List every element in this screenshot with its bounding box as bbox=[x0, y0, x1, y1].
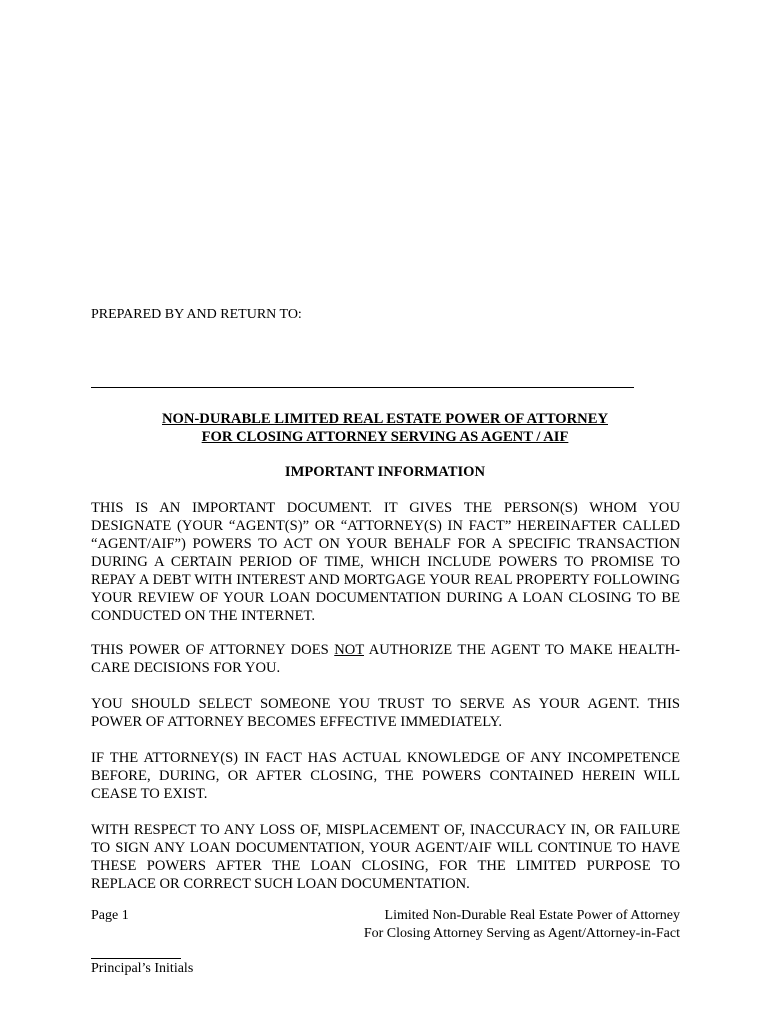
prepared-by-label: PREPARED BY AND RETURN TO: bbox=[91, 307, 302, 322]
paragraph-5: WITH RESPECT TO ANY LOSS OF, MISPLACEMENT OF, INACCURACY IN, OR FAILURE TO SIGN ANY LOAN DOCUMENTATION, YOUR AGENT/AIF WILL CONTINUE TO HAVE THESE POWERS AFTER THE LOAN CLOSING, FOR THE LIMITED PURPOSE TO REPLACE OR CORRECT SUCH LOAN DOCUMENTATION. bbox=[91, 822, 680, 892]
document-title-line-2: FOR CLOSING ATTORNEY SERVING AS AGENT / AIF bbox=[201, 429, 569, 445]
footer-document-title bbox=[364, 907, 680, 943]
document-title bbox=[91, 410, 679, 446]
paragraph-2-start: THIS POWER OF ATTORNEY DOES bbox=[91, 642, 335, 658]
important-information-heading: IMPORTANT INFORMATION bbox=[284, 464, 486, 480]
paragraph-2-emphasis: NOT bbox=[334, 642, 364, 658]
principals-initials-label: Principal’s Initials bbox=[91, 961, 194, 976]
footer-document-title-line-1: Limited Non-Durable Real Estate Power of Attorney bbox=[384, 908, 680, 923]
page-number: Page 1 bbox=[91, 908, 129, 923]
paragraph-1: THIS IS AN IMPORTANT DOCUMENT. IT GIVES THE PERSON(S) WHOM YOU DESIGNATE (YOUR “AGENT(S)” OR “ATTORNEY(S) IN FACT” HEREINAFTER CALLED “AGENT/AIF”) POWERS TO ACT ON YOUR BEHALF FOR A SPECIFIC TRANSACTION DURING A CERTAIN PERIOD OF TIME, WHICH INCLUDE POWERS TO PROMISE TO REPAY A DEBT WITH INTEREST AND MORTGAGE YOUR REAL PROPERTY FOLLOWING YOUR REVIEW OF YOUR LOAN DOCUMENTATION DURING A LOAN CLOSING TO BE CONDUCTED ON THE INTERNET. bbox=[91, 500, 680, 624]
document-title-line-1: NON-DURABLE LIMITED REAL ESTATE POWER OF ATTORNEY bbox=[162, 411, 608, 427]
footer-document-title-line-2: For Closing Attorney Serving as Agent/Attorney-in-Fact bbox=[363, 926, 680, 941]
initials-line bbox=[91, 958, 181, 959]
paragraph-3: YOU SHOULD SELECT SOMEONE YOU TRUST TO SERVE AS YOUR AGENT. THIS POWER OF ATTORNEY BECOMES EFFECTIVE IMMEDIATELY. bbox=[91, 696, 680, 730]
paragraph-2 bbox=[91, 641, 680, 677]
return-address-line bbox=[91, 387, 634, 388]
paragraph-2-end: AUTHORIZE THE AGENT TO MAKE HEALTH-CARE DECISIONS FOR YOU. bbox=[91, 642, 681, 676]
paragraph-4: IF THE ATTORNEY(S) IN FACT HAS ACTUAL KNOWLEDGE OF ANY INCOMPETENCE BEFORE, DURING, OR AFTER CLOSING, THE POWERS CONTAINED HEREIN WILL CEASE TO EXIST. bbox=[91, 750, 680, 802]
